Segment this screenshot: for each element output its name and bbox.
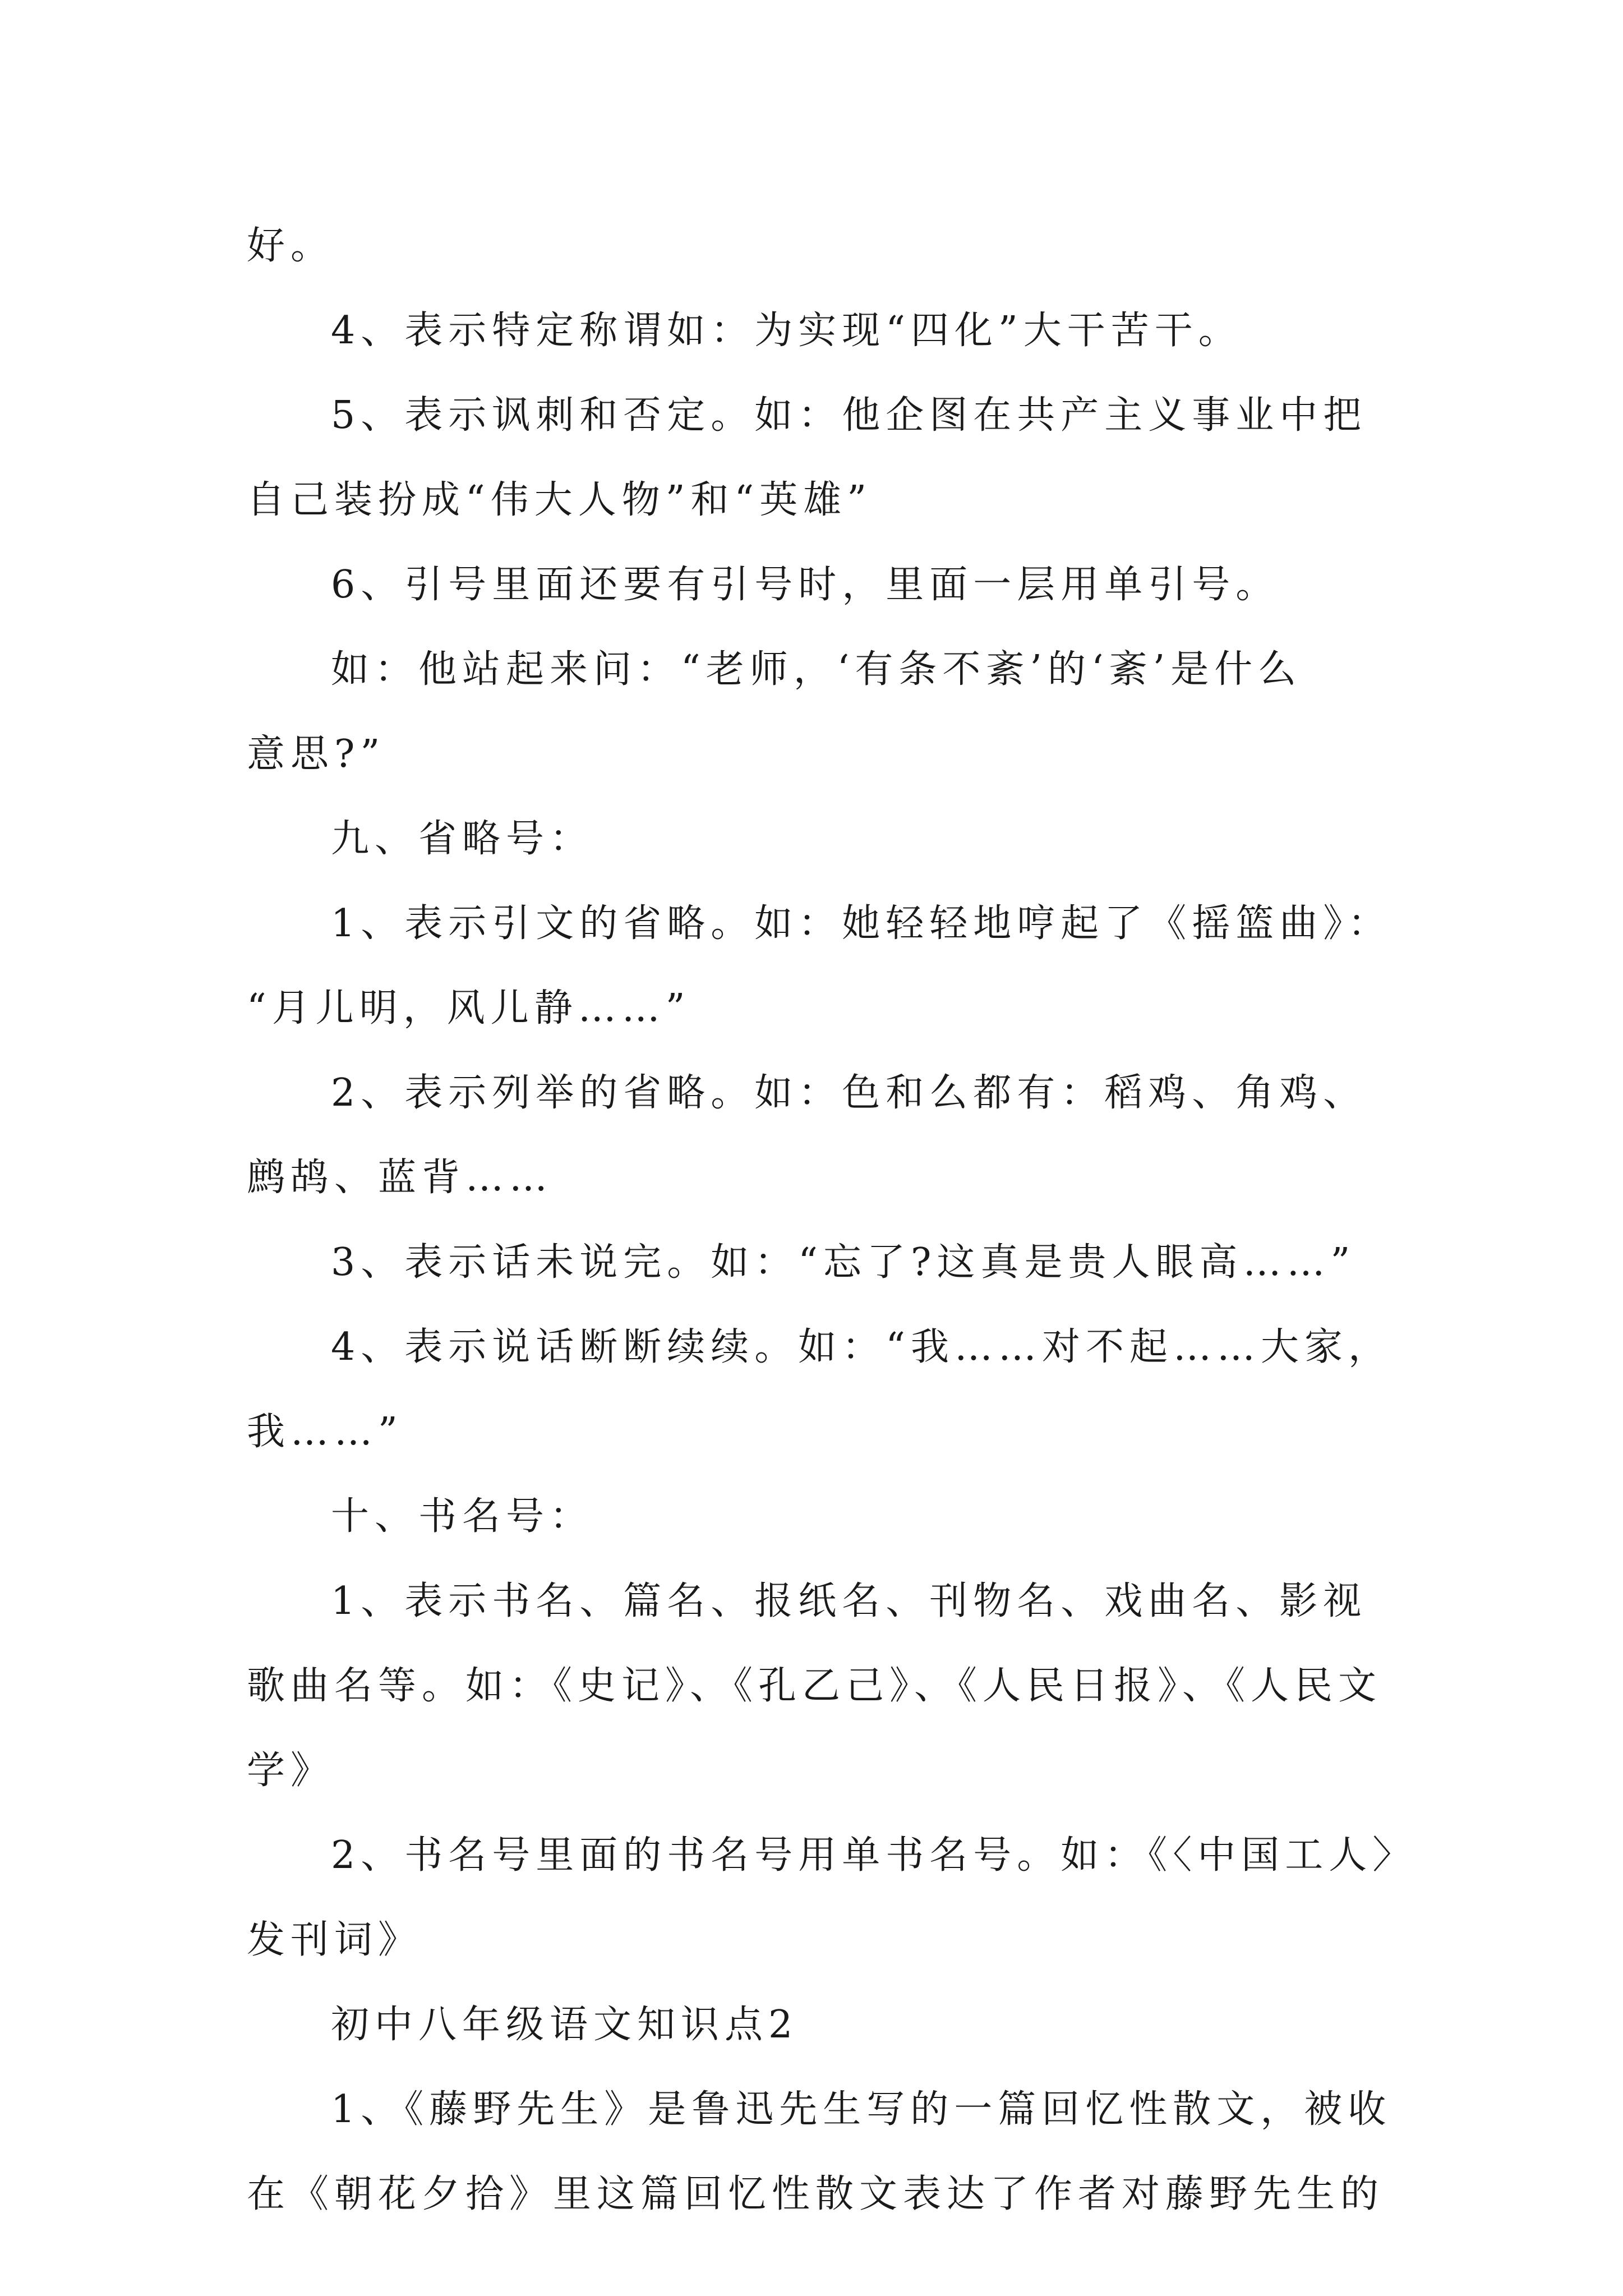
section-heading: 十、书名号：: [331, 1494, 594, 1539]
text-line: 歌曲名等。如：《史记》、《孔乙己》、《人民日报》、《人民文: [247, 1664, 1382, 1708]
text-line: 3、表示话未说完。如：“忘了?这真是贵人眼高……”: [331, 1240, 1356, 1285]
text-line: 在《朝花夕拾》里这篇回忆性散文表达了作者对藤野先生的: [247, 2172, 1385, 2216]
document-body: [247, 204, 1417, 2237]
text-line: 学》: [247, 1749, 335, 1793]
text-line: 自己装扮成“伟大人物”和“英雄”: [247, 478, 873, 522]
text-line: 1、《藤野先生》是鲁迅先生写的一篇回忆性散文，被收: [331, 2087, 1392, 2132]
section-heading: 初中八年级语文知识点2: [331, 2003, 799, 2047]
text-line: 2、书名号里面的书名号用单书名号。如：《〈中国工人〉: [331, 1833, 1417, 1878]
text-line: 1、表示书名、篇名、报纸名、刊物名、戏曲名、影视: [331, 1579, 1367, 1623]
text-line: 4、表示说话断断续续。如：“我……对不起……大家，: [331, 1325, 1393, 1369]
text-line: 发刊词》: [247, 1918, 422, 1962]
text-line: 5、表示讽刺和否定。如：他企图在共产主义事业中把: [331, 393, 1367, 438]
text-line: 鹧鸪、蓝背……: [247, 1156, 554, 1200]
text-line: 4、表示特定称谓如：为实现“四化”大干苦干。: [331, 309, 1242, 353]
section-heading: 九、省略号：: [331, 817, 594, 861]
text-line: 意思?”: [247, 732, 386, 776]
text-line: 如：他站起来问：“老师，‘有条不紊’的‘紊’是什么: [331, 647, 1302, 692]
text-line: 2、表示列举的省略。如：色和么都有：稻鸡、角鸡、: [331, 1071, 1367, 1115]
text-line: 1、表示引文的省略。如：她轻轻地哼起了《摇篮曲》：: [331, 901, 1392, 946]
text-line: 我……”: [247, 1410, 403, 1454]
text-line: 好。: [247, 224, 335, 268]
text-line: “月儿明，风儿静……”: [247, 986, 691, 1030]
text-line: 6、引号里面还要有引号时，里面一层用单引号。: [331, 563, 1280, 607]
